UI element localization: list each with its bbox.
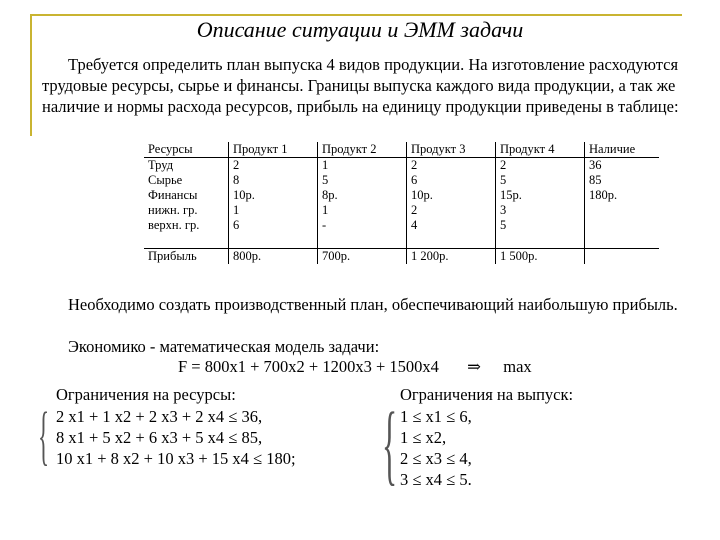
table-cell — [585, 233, 660, 249]
table-row — [144, 218, 659, 233]
table-cell: 15р. — [496, 188, 585, 203]
resource-constraint-3: 10 x1 + 8 x2 + 10 x3 + 15 x4 ≤ 180; — [56, 449, 296, 468]
table-header-row — [144, 142, 659, 158]
resource-constraint-2: 8 x1 + 5 x2 + 6 x3 + 5 x4 ≤ 85, — [56, 428, 263, 447]
table-cell: 180р. — [589, 188, 618, 202]
objective-function — [178, 357, 532, 377]
decorative-horizontal-line — [30, 14, 682, 16]
slide-title: Описание ситуации и ЭММ задачи — [196, 17, 524, 42]
table-cell: 10р. — [407, 188, 496, 203]
table-cell: 8 — [229, 173, 318, 188]
table-cell: 10р. — [229, 188, 318, 203]
table-cell — [318, 233, 407, 249]
table-cell — [407, 233, 496, 249]
table-cell: 2 — [496, 158, 585, 174]
table-cell: 6 — [229, 218, 318, 233]
table-cell: Продукт 1 — [229, 142, 318, 158]
table-cell: Ресурсы — [144, 142, 229, 158]
table-cell: 800р. — [229, 249, 318, 265]
table-row — [144, 188, 659, 203]
table-cell: Продукт 2 — [318, 142, 407, 158]
table-cell: 4 — [407, 218, 496, 233]
table-cell: 5 — [318, 173, 407, 188]
objective-target: max — [503, 357, 532, 376]
table-row — [144, 203, 659, 218]
resource-constraint-1: 2 x1 + 1 x2 + 2 x3 + 2 x4 ≤ 36, — [56, 407, 263, 426]
table-cell: 36 — [589, 158, 602, 172]
table-cell — [585, 218, 660, 233]
table-cell: 1 500р. — [496, 249, 585, 265]
table-cell: 700р. — [318, 249, 407, 265]
output-constraints-heading: Ограничения на выпуск: — [400, 385, 574, 404]
table-cell — [585, 249, 660, 265]
objective-expression: F = 800x1 + 700x2 + 1200x3 + 1500x4 — [178, 357, 439, 376]
table-cell: 2 — [407, 203, 496, 218]
table-cell: Труд — [144, 158, 229, 174]
resource-constraints-heading: Ограничения на ресурсы: — [56, 385, 236, 404]
table-cell: 1 — [229, 203, 318, 218]
table-row — [144, 249, 659, 265]
table-cell: Прибыль — [144, 249, 229, 265]
table-cell: 3 — [496, 203, 585, 218]
output-constraint-4: 3 ≤ x4 ≤ 5. — [400, 470, 472, 489]
table-row — [144, 158, 659, 174]
table-cell: 85 — [589, 173, 602, 187]
table-cell: 1 — [318, 158, 407, 174]
output-constraint-3: 2 ≤ x3 ≤ 4, — [400, 449, 472, 468]
table-row — [144, 233, 659, 249]
left-brace-icon: { — [38, 399, 50, 472]
resource-table — [144, 142, 659, 264]
table-cell — [229, 233, 318, 249]
goal-paragraph: Необходимо создать производственный план, обеспечивающий наибольшую прибыль. — [68, 295, 678, 314]
table-cell: 1 200р. — [407, 249, 496, 265]
table-cell: 2 — [407, 158, 496, 174]
right-brace-icon: { — [382, 395, 398, 494]
table-row — [144, 173, 659, 188]
table-cell — [585, 203, 660, 218]
table-cell: Наличие — [585, 142, 660, 158]
table-cell: Продукт 3 — [407, 142, 496, 158]
table-cell — [496, 233, 585, 249]
output-constraint-1: 1 ≤ x1 ≤ 6, — [400, 407, 472, 426]
model-label: Экономико - математическая модель задачи: — [68, 337, 380, 356]
table-cell: верхн. гр. — [144, 218, 229, 233]
table-cell: 6 — [407, 173, 496, 188]
table-cell: нижн. гр. — [144, 203, 229, 218]
implies-icon: ⇒ — [467, 357, 481, 376]
table-cell: 8р. — [318, 188, 407, 203]
table-cell: - — [318, 218, 407, 233]
table-cell: 5 — [496, 173, 585, 188]
table-cell: Продукт 4 — [496, 142, 585, 158]
table-cell: Финансы — [144, 188, 229, 203]
table-cell: 2 — [229, 158, 318, 174]
table-cell — [144, 233, 229, 249]
table-cell: Сырье — [144, 173, 229, 188]
intro-paragraph: Требуется определить план выпуска 4 видов продукции. На изготовление расходуются трудовые ресурсы, сырье и финансы. Границы выпуска каждого вида продукции, а так же наличие и нормы расхода ресурсов, прибыль на единицу продукции приведены в таблице: — [42, 55, 679, 116]
resource-constraints — [56, 406, 296, 469]
output-constraint-2: 1 ≤ x2, — [400, 428, 447, 447]
table-cell: 1 — [318, 203, 407, 218]
output-constraints — [400, 406, 472, 490]
table-cell: 5 — [496, 218, 585, 233]
